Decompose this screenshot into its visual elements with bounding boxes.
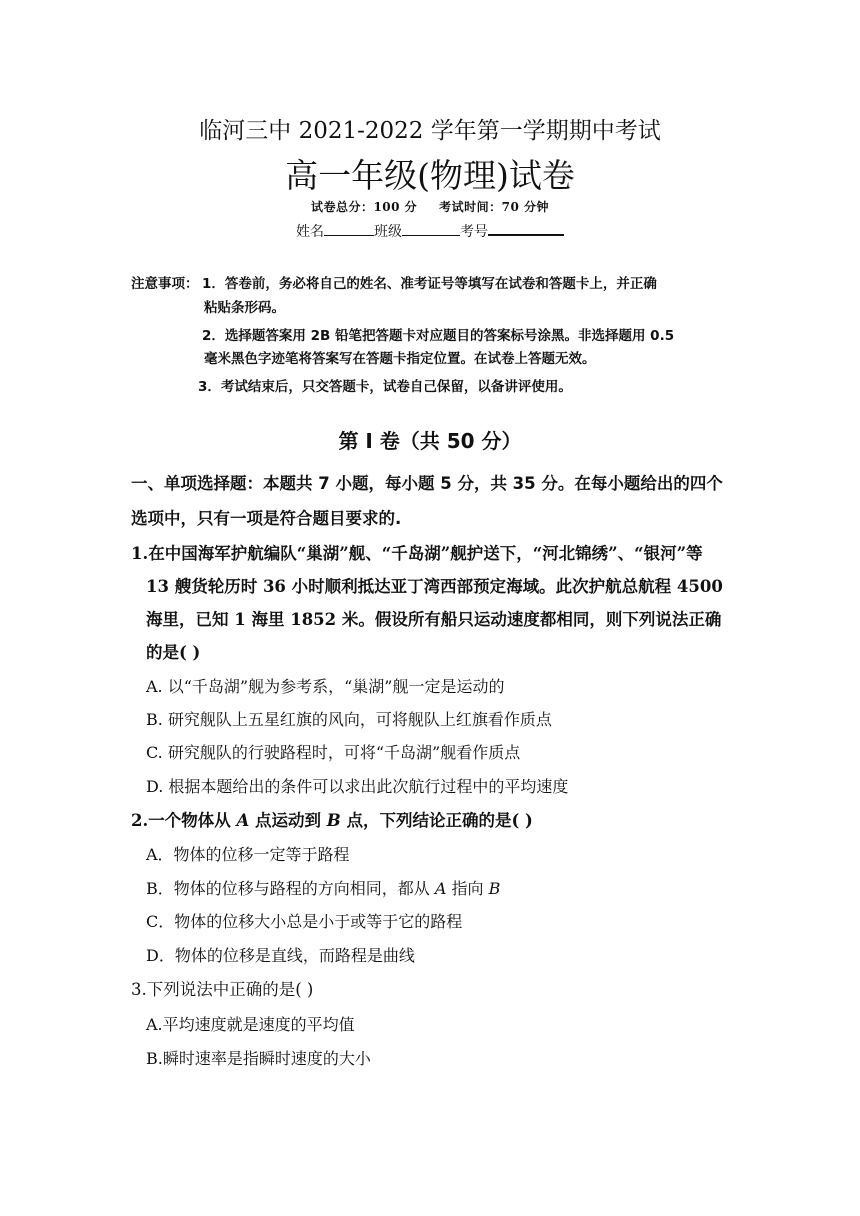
q3-stem: 3.下列说法中正确的是( ): [131, 980, 314, 999]
section-instruction-line-2: 选项中，只有一项是符合题目要求的.: [131, 509, 402, 528]
q2-option-b-mid: 指向: [446, 879, 489, 898]
notice-label: 注意事项：: [131, 276, 199, 292]
class-blank[interactable]: [402, 221, 460, 236]
name-blank[interactable]: [324, 221, 374, 236]
q1-stem-line-4: 的是( ): [146, 643, 201, 662]
exam-time: 考试时间：70 分钟: [439, 200, 550, 214]
q2-var-a: A: [236, 811, 250, 830]
section-instruction-line-1: 一、单项选择题：本题共 7 小题，每小题 5 分，共 35 分。在每小题给出的四个: [131, 474, 723, 493]
q2-stem: [131, 807, 533, 831]
q1-option-c: C. 研究舰队的行驶路程时，可将“千岛湖”舰看作质点: [146, 743, 521, 762]
notice-item-1-line-1: 1．答卷前，务必将自己的姓名、准考证号等填写在试卷和答题卡上，并正确: [202, 276, 657, 292]
q3-option-a: A.平均速度就是速度的平均值: [146, 1015, 355, 1034]
section-title: 第 I 卷（共 50 分）: [338, 429, 522, 453]
student-info-fields: [0, 220, 860, 241]
q2-option-b: [146, 876, 500, 899]
q2-option-b-prefix: B．物体的位移与路程的方向相同，都从: [146, 879, 435, 898]
q2-option-b-var-b: B: [488, 879, 501, 898]
total-score: 试卷总分：100 分: [310, 200, 418, 214]
notice-item-1-line-2: 粘贴条形码。: [204, 300, 285, 316]
q2-option-b-var-a: A: [434, 879, 447, 898]
class-label: 班级: [374, 224, 402, 240]
name-label: 姓名: [296, 224, 324, 240]
exam-subtitle: 高一年级(物理)试卷: [285, 156, 575, 195]
q1-stem-line-3: 海里，已知 1 海里 1852 米。假设所有船只运动速度都相同，则下列说法正确: [146, 610, 722, 629]
notice-item-2-line-1: 2．选择题答案用 2B 铅笔把答题卡对应题目的答案标号涂黑。非选择题用 0.5: [202, 328, 675, 344]
exam-title: 临河三中 2021-2022 学年第一学期期中考试: [199, 118, 661, 144]
exam-meta: [0, 198, 860, 215]
q1-option-a: A. 以“千岛湖”舰为参考系，“巢湖”舰一定是运动的: [146, 677, 505, 696]
q2-stem-prefix: 2.一个物体从: [131, 811, 237, 830]
q3-option-b: B.瞬时速率是指瞬时速度的大小: [146, 1049, 371, 1068]
q2-option-a: A．物体的位移一定等于路程: [146, 845, 350, 864]
notice-item-3: 3．考试结束后，只交答题卡，试卷自己保留，以备讲评使用。: [198, 379, 572, 395]
q1-option-b: B. 研究舰队上五星红旗的风向，可将舰队上红旗看作质点: [146, 710, 552, 729]
q1-option-d: D. 根据本题给出的条件可以求出此次航行过程中的平均速度: [146, 777, 569, 796]
q2-stem-mid: 点运动到: [249, 811, 327, 830]
q1-stem-line-1: 1.在中国海军护航编队“巢湖”舰、“千岛湖”舰护送下，“河北锦绣”、“银河”等: [131, 544, 703, 563]
notice-item-2-line-2: 毫米黑色字迹笔将答案写在答题卡指定位置。在试卷上答题无效。: [204, 351, 596, 367]
exam-no-blank[interactable]: [488, 220, 564, 236]
exam-no-label: 考号: [460, 224, 488, 240]
q1-stem-line-2: 13 艘货轮历时 36 小时顺利抵达亚丁湾西部预定海域。此次护航总航程 4500: [146, 577, 723, 596]
q2-option-d: D．物体的位移是直线，而路程是曲线: [146, 946, 415, 965]
q2-option-c: C．物体的位移大小总是小于或等于它的路程: [146, 912, 463, 931]
q2-var-b: B: [326, 811, 341, 830]
q2-stem-suffix: 点，下列结论正确的是( ): [340, 811, 533, 830]
